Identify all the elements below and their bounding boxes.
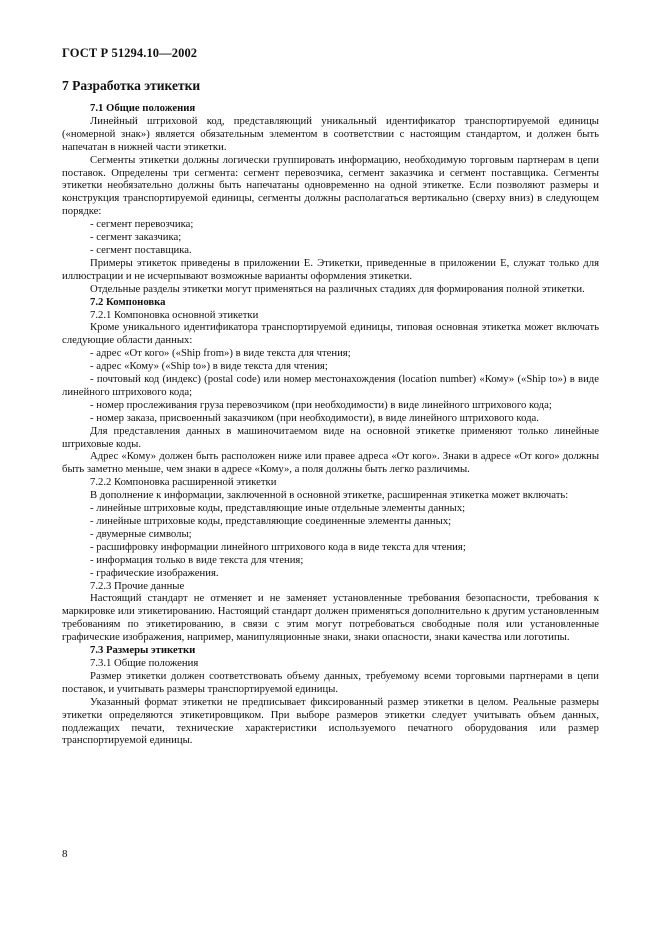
subsection-7-2-3-title: 7.2.3 Прочие данные	[90, 579, 185, 592]
list-item: - адрес «Кому» («Ship to») в виде текста для чтения;	[90, 360, 328, 373]
paragraph: Указанный формат этикетки не предписывает фиксированный размер этикетки в целом. Реальные размеры этикетки определяются этикетировщиком. При выборе размеров этикетки следует учитывать объем данных, подлежащих печати, технические характеристики используемого печатного оборудования или размер транспортируемой единицы.	[62, 695, 599, 747]
paragraph: Отдельные разделы этикетки могут применяться на различных стадиях для формирования полной этикетки.	[90, 282, 585, 295]
list-item: - адрес «От кого» («Ship from») в виде текста для чтения;	[90, 347, 351, 360]
list-item: - номер заказа, присвоенный заказчиком (при необходимости), в виде линейного штрихового кода.	[90, 411, 539, 424]
list-item: - сегмент поставщика.	[90, 243, 192, 256]
subsection-7-3-1-title: 7.3.1 Общие положения	[90, 656, 199, 669]
paragraph: Размер этикетки должен соответствовать объему данных, требуемому всеми торговыми партнерами в цепи поставок, и учитывать размеры транспортируемой единицы.	[62, 669, 599, 695]
paragraph: Примеры этикеток приведены в приложении Е. Этикетки, приведенные в приложении Е, служат только для иллюстрации и не исчерпывают возможные варианты оформления этикетки.	[62, 256, 599, 282]
list-item: - двумерные символы;	[90, 527, 192, 540]
document-body	[62, 78, 599, 747]
section-title: 7 Разработка этикетки	[62, 78, 201, 93]
paragraph: Настоящий стандарт не отменяет и не заменяет установленные требования безопасности, требования к маркировке или этикетированию. Настоящий стандарт должен применяться дополнительно к другим установленным требованиям по этикетированию, в связи с этим могут потребоваться свободные поля или установленные графические изображения, например, манипуляционные знаки, знаки опасности, знаки качества или логотипы.	[62, 592, 599, 644]
subsection-7-1-title: 7.1 Общие положения	[90, 102, 196, 114]
list-item: - расшифровку информации линейного штрихового кода в виде текста для чтения;	[90, 540, 466, 553]
list-item: - графические изображения.	[90, 566, 219, 579]
paragraph: Линейный штриховой код, представляющий уникальный идентификатор транспортируемой единицы («номерной знак») является обязательным элементом в соответствии с настоящим стандартом, и должен быть напечатан в нижней части этикетки.	[62, 114, 599, 153]
paragraph: В дополнение к информации, заключенной в основной этикетке, расширенная этикетка может включать:	[90, 489, 569, 502]
paragraph: Для представления данных в машиночитаемом виде на основной этикетке применяют только линейные штриховые коды.	[62, 424, 599, 450]
subsection-7-2-title: 7.2 Компоновка	[90, 295, 166, 308]
list-item: - линейные штриховые коды, представляющие иные отдельные элементы данных;	[90, 502, 466, 515]
page-number: 8	[62, 848, 68, 860]
document-code-header: ГОСТ Р 51294.10—2002	[62, 46, 198, 60]
list-item: - номер прослеживания груза перевозчиком (при необходимости) в виде линейного штрихового кода;	[90, 398, 552, 411]
list-item: - сегмент перевозчика;	[90, 218, 194, 231]
paragraph: Адрес «Кому» должен быть расположен ниже или правее адреса «От кого». Знаки в адресе «От кого» должны быть заметно меньше, чем знаки в адресе «Кому», а поля должны быть легко различимы.	[62, 450, 599, 476]
subsection-7-2-2-title: 7.2.2 Компоновка расширенной этикетки	[90, 476, 277, 489]
list-item: - сегмент заказчика;	[90, 231, 182, 244]
paragraph: Сегменты этикетки должны логически группировать информацию, необходимую торговым партнерам в цепи поставок. Определены три сегмента: сегмент перевозчика, сегмент заказчика и сегмент поставщика. Сегменты этикетки необязательно должны быть напечатаны одновременно на одной этикетке. Если позволяют размеры и конструкция транспортируемой единицы, сегменты должны располагаться вертикально (сверху вниз) в следующем порядке:	[62, 153, 599, 218]
list-item: - линейные штриховые коды, представляющие соединенные элементы данных;	[90, 515, 452, 527]
subsection-7-3-title: 7.3 Размеры этикетки	[90, 644, 196, 657]
subsection-7-2-1-title: 7.2.1 Компоновка основной этикетки	[90, 308, 259, 321]
list-item: - информация только в виде текста для чтения;	[90, 553, 304, 566]
paragraph: Кроме уникального идентификатора транспортируемой единицы, типовая основная этикетка может включать следующие области данных:	[62, 321, 599, 347]
list-item: - почтовый код (индекс) (postal code) или номер местонахождения (location number) «Кому» («Ship to») в виде линейного штрихового кода;	[62, 373, 599, 398]
